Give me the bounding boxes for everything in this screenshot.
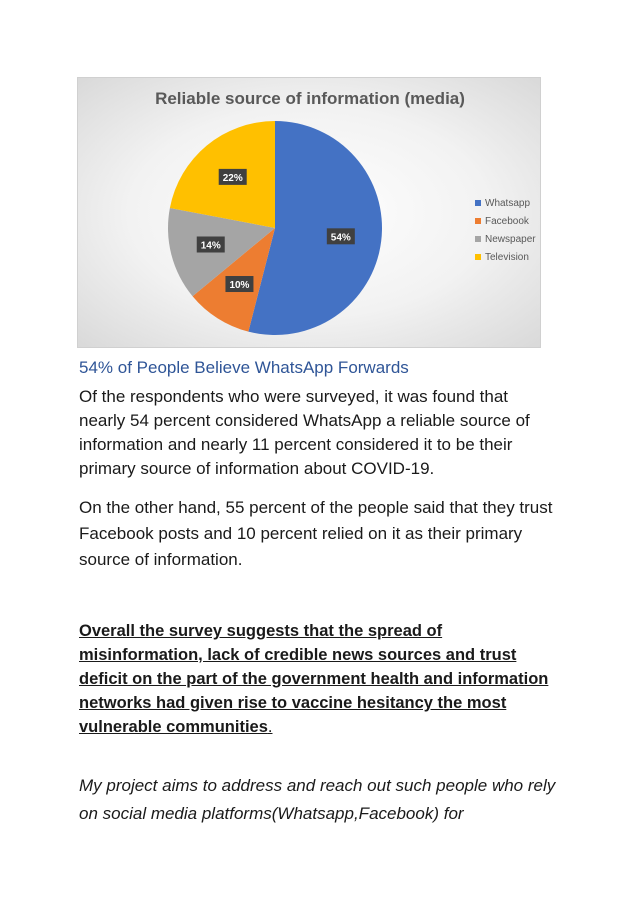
paragraph-respondents: Of the respondents who were surveyed, it was found that nearly 54 percent considered WhatsApp a reliable source of information and nearly 11 percent considered it to be their primary source of information about COVID-19. [79,387,530,478]
legend-label: Facebook [485,215,529,227]
legend-label: Television [485,251,529,263]
chart-legend [475,194,536,266]
pie-chart-svg [78,78,542,349]
section-subtitle: 54% of People Believe WhatsApp Forwards [79,358,409,377]
svg-text:14%: 14% [200,240,221,252]
conclusion-period: . [267,718,273,736]
data-label-whatsapp [327,228,355,244]
legend-swatch [475,200,481,206]
conclusion-paragraph [79,619,559,739]
pie-chart [77,77,541,348]
legend-label: Whatsapp [485,197,531,209]
svg-text:54%: 54% [330,232,351,244]
legend-item-television [475,248,536,266]
legend-swatch [475,218,481,224]
legend-item-whatsapp [475,194,536,212]
legend-swatch [475,236,481,242]
legend-item-facebook [475,212,536,230]
data-label-newspaper [197,236,225,252]
paragraph-facebook: On the other hand, 55 percent of the people said that they trust Facebook posts and 10 percent relied on it as their primary source of information. [79,498,553,569]
data-label-television [219,169,247,185]
legend-item-newspaper [475,230,536,248]
chart-title: Reliable source of information (media) [155,89,465,108]
svg-text:10%: 10% [229,280,250,292]
legend-swatch [475,254,481,260]
svg-text:22%: 22% [222,172,243,184]
data-label-facebook [225,276,253,292]
project-aim-paragraph: My project aims to address and reach out such people who rely on social media platforms(Whatsapp,Facebook) for [79,776,556,823]
conclusion-text: Overall the survey suggests that the spread of misinformation, lack of credible news sources and trust deficit on the part of the government health and information networks had given rise to vaccine hesitancy the most vulnerable communities [79,622,549,736]
legend-label: Newspaper [485,233,536,245]
